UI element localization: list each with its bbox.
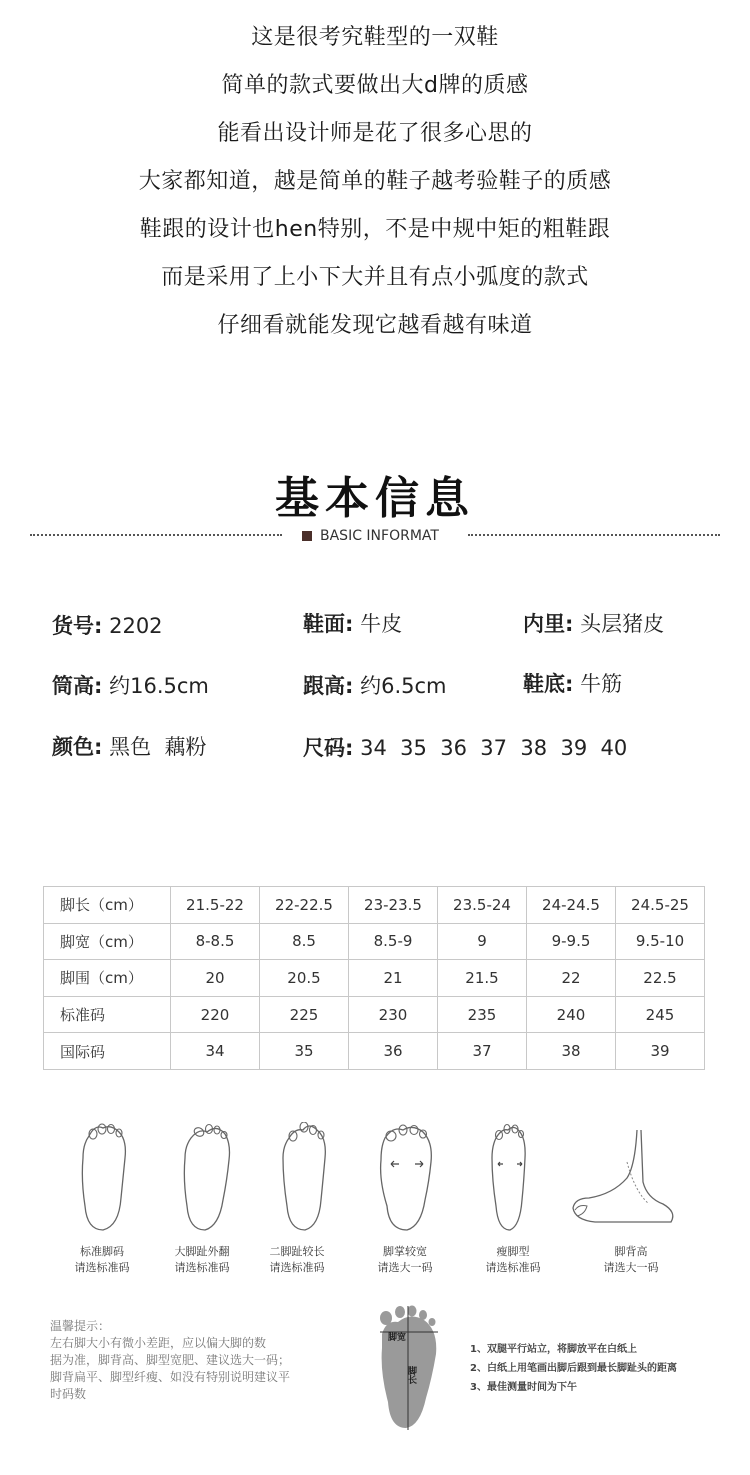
section-subtitle (302, 526, 452, 546)
row-header: 脚长（cm） (44, 887, 171, 924)
row-header: 脚宽（cm） (44, 923, 171, 960)
foot-type-label: 脚掌较宽 (383, 1245, 427, 1258)
row-header: 脚围（cm） (44, 960, 171, 997)
info-item-sizes (303, 732, 627, 762)
table-cell: 225 (260, 996, 349, 1033)
tips-heading: 温馨提示： (50, 1319, 111, 1333)
info-key: 筒高: (52, 674, 103, 698)
table-cell: 20 (171, 960, 260, 997)
table-cell: 8-8.5 (171, 923, 260, 960)
info-value: 黑色 藕粉 (109, 735, 207, 759)
table-cell: 24.5-25 (616, 887, 705, 924)
table-cell: 20.5 (260, 960, 349, 997)
table-cell: 34 (171, 1033, 260, 1070)
section-title: 基本信息 (275, 473, 475, 524)
info-value: 牛皮 (360, 612, 403, 636)
row-header: 标准码 (44, 996, 171, 1033)
table-cell: 36 (349, 1033, 438, 1070)
foot-length-label: 脚长 (406, 1366, 416, 1384)
foot-type-caption (47, 1244, 157, 1276)
measure-step: 2、白纸上用笔画出脚后跟到最长脚趾头的距离 (470, 1363, 677, 1374)
measure-foot-icon (370, 1302, 450, 1432)
table-row (44, 996, 705, 1033)
foot-type-advice: 请选标准码 (485, 1261, 541, 1274)
intro-line: 简单的款式要做出大d牌的质感 (221, 73, 529, 98)
intro-text (0, 14, 750, 350)
tips-box (50, 1318, 350, 1403)
info-item-heel-height (303, 670, 447, 700)
info-item-upper (303, 608, 402, 638)
table-cell: 24-24.5 (527, 887, 616, 924)
foot-width-label: 脚宽 (388, 1333, 407, 1343)
info-item-lining (523, 608, 664, 638)
info-key: 货号: (52, 614, 103, 638)
table-row (44, 923, 705, 960)
wide-foot-icon (352, 1122, 462, 1234)
dotted-line-left (30, 534, 282, 536)
foot-type-caption (458, 1244, 568, 1276)
standard-foot-icon (52, 1122, 162, 1234)
measure-step: 3、最佳测量时间为下午 (470, 1382, 577, 1393)
table-cell: 39 (616, 1033, 705, 1070)
table-cell: 8.5-9 (349, 923, 438, 960)
info-item-sole (523, 668, 622, 698)
table-cell: 21.5-22 (171, 887, 260, 924)
section-divider (30, 526, 720, 546)
info-key: 鞋面: (303, 612, 354, 636)
info-key: 内里: (523, 612, 574, 636)
table-cell: 38 (527, 1033, 616, 1070)
table-cell: 8.5 (260, 923, 349, 960)
tips-line: 据为准，脚背高、脚型宽肥、建议选大一码； (50, 1353, 291, 1367)
table-cell: 21.5 (438, 960, 527, 997)
info-value: 2202 (109, 614, 163, 638)
info-value: 头层猪皮 (580, 612, 665, 636)
foot-type-advice: 请选标准码 (174, 1261, 230, 1274)
table-cell: 245 (616, 996, 705, 1033)
long-second-toe-foot-icon (252, 1122, 362, 1234)
foot-type-label: 标准脚码 (80, 1245, 124, 1258)
foot-type-caption (147, 1244, 257, 1276)
foot-type-advice: 请选大一码 (377, 1261, 433, 1274)
tips-line: 左右脚大小有微小差距，应以偏大脚的数 (50, 1336, 267, 1350)
foot-type-label: 大脚趾外翻 (174, 1245, 230, 1258)
info-key: 尺码: (303, 736, 354, 760)
foot-type-advice: 请选标准码 (269, 1261, 325, 1274)
info-value: 牛筋 (580, 672, 623, 696)
section-subtitle-text: BASIC INFORMAT (320, 528, 439, 544)
table-cell: 37 (438, 1033, 527, 1070)
info-item-sku (52, 610, 163, 640)
narrow-foot-icon (455, 1122, 565, 1234)
dotted-line-right (468, 534, 720, 536)
info-item-shaft-height (52, 670, 209, 700)
info-value: 34 35 36 37 38 39 40 (360, 736, 628, 760)
tips-line: 脚背扁平、脚型纤瘦、如没有特别说明建议平 (50, 1370, 291, 1384)
info-value: 约16.5cm (109, 674, 209, 698)
foot-type-caption (350, 1244, 460, 1276)
foot-type-label: 二脚趾较长 (269, 1245, 325, 1258)
foot-type-caption (576, 1244, 686, 1276)
table-row (44, 1033, 705, 1070)
table-cell: 23-23.5 (349, 887, 438, 924)
intro-line: 这是很考究鞋型的一双鞋 (251, 25, 499, 50)
foot-type-advice: 请选标准码 (74, 1261, 130, 1274)
square-icon (302, 531, 312, 541)
table-cell: 23.5-24 (438, 887, 527, 924)
tips-line: 时码数 (50, 1387, 87, 1401)
intro-line: 鞋跟的设计也hen特别，不是中规中矩的粗鞋跟 (139, 217, 611, 242)
table-cell: 35 (260, 1033, 349, 1070)
measure-steps (470, 1340, 730, 1397)
table-cell: 22-22.5 (260, 887, 349, 924)
info-key: 颜色: (52, 735, 103, 759)
intro-line: 而是采用了上小下大并且有点小弧度的款式 (161, 265, 589, 290)
table-cell: 235 (438, 996, 527, 1033)
row-header: 国际码 (44, 1033, 171, 1070)
foot-type-caption (242, 1244, 352, 1276)
table-cell: 22 (527, 960, 616, 997)
info-value: 约6.5cm (360, 674, 447, 698)
table-cell: 22.5 (616, 960, 705, 997)
measure-step: 1、双腿平行站立，将脚放平在白纸上 (470, 1344, 637, 1355)
table-cell: 240 (527, 996, 616, 1033)
table-cell: 9-9.5 (527, 923, 616, 960)
foot-type-label: 脚背高 (614, 1245, 648, 1258)
size-chart-table (43, 886, 705, 1070)
table-cell: 21 (349, 960, 438, 997)
intro-line: 大家都知道，越是简单的鞋子越考验鞋子的质感 (138, 169, 612, 194)
bunion-foot-icon (152, 1122, 262, 1234)
intro-line: 仔细看就能发现它越看越有味道 (217, 313, 533, 338)
table-row (44, 960, 705, 997)
info-item-color (52, 731, 206, 761)
table-cell: 9.5-10 (616, 923, 705, 960)
table-cell: 230 (349, 996, 438, 1033)
table-cell: 9 (438, 923, 527, 960)
info-key: 跟高: (303, 674, 354, 698)
foot-type-label: 瘦脚型 (496, 1245, 530, 1258)
intro-line: 能看出设计师是花了很多心思的 (217, 121, 533, 146)
info-key: 鞋底: (523, 672, 574, 696)
table-cell: 220 (171, 996, 260, 1033)
foot-type-advice: 请选大一码 (603, 1261, 659, 1274)
table-row (44, 887, 705, 924)
high-instep-foot-icon (565, 1122, 675, 1234)
